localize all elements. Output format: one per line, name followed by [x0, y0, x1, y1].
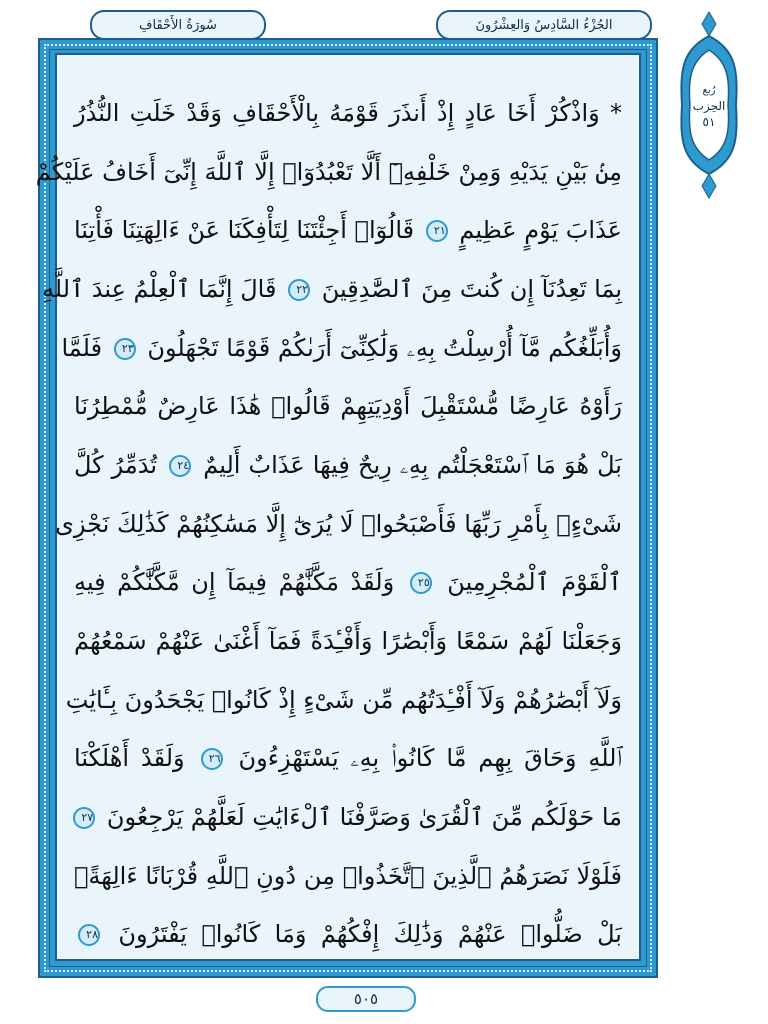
verse-text: ٱللَّهِ وَحَاقَ بِهِم مَّا كَانُوا۟ بِهِۦ يَسْتَهْزِءُونَ: [238, 744, 622, 773]
verse-text: * وَاذْكُرْ أَخَا عَادٍ إِذْ أَنذَرَ قَوْمَهُ بِالْأَحْقَافِ وَقَدْ خَلَتِ النُّذُرُ: [74, 99, 622, 127]
header-surah-title: [90, 10, 266, 40]
quran-text: [35, 78, 622, 958]
hizb-marker-text: [676, 84, 742, 130]
ayah-number-marker: ٢٤: [169, 455, 191, 477]
verse-text: مَا حَوْلَكُم مِّنَ ٱلْقُرَىٰ وَصَرَّفْنَا ٱلْءَايَٰتِ لَعَلَّهُمْ يَرْجِعُونَ: [106, 803, 622, 831]
ayah-number-marker: ٢٧: [73, 807, 95, 829]
verse-text: تُدَمِّرُ كُلَّ: [74, 451, 158, 479]
hizb-number: ٥١: [702, 115, 716, 129]
verse-text: وَأُبَلِّغُكُم مَّآ أُرْسِلْتُ بِهِۦ وَلَٰكِنِّىٓ أَرَىٰكُمْ قَوْمًا تَجْهَلُونَ: [147, 333, 622, 362]
ayah-number-marker: ٢٣: [114, 338, 136, 360]
verse-text: وَلَقَدْ مَكَّنَّٰهُمْ فِيمَآ إِن مَّكَّنَّٰكُمْ فِيهِ: [74, 568, 395, 597]
page-number: [316, 986, 416, 1012]
verse-text: وَجَعَلْنَا لَهُمْ سَمْعًا وَأَبْصَٰرًا وَأَفْـِٔدَةً فَمَآ أَغْنَىٰ عَنْهُمْ سَمْعُهُمْ: [74, 627, 622, 655]
verse-text: قَالَ إِنَّمَا ٱلْعِلْمُ عِندَ ٱللَّهِ: [41, 275, 277, 303]
surah-title: سُورَةُ الأَحْقَافِ: [139, 17, 217, 33]
verse-line: [74, 899, 622, 969]
verse-text: وَلَآ أَبْصَٰرُهُمْ وَلَآ أَفْـِٔدَتُهُم مِّن شَىْءٍ إِذْ كَانُوا۟ يَجْحَدُونَ بِـَٔايَٰتِ: [65, 685, 622, 714]
ayah-number-marker: ٢١: [426, 220, 448, 242]
ayah-number-marker: ٢٢: [288, 279, 310, 301]
page-number-text: ٥٠٥: [353, 990, 379, 1008]
verse-text: قَالُوٓا۟ أَجِئْتَنَا لِتَأْفِكَنَا عَنْ ءَالِهَتِنَا فَأْتِنَا: [73, 216, 415, 245]
verse-text: ٱلْقَوْمَ ٱلْمُجْرِمِينَ: [447, 568, 622, 597]
verse-text: بَلْ ضَلُّوا۟ عَنْهُمْ وَذَٰلِكَ إِفْكُهُمْ وَمَا كَانُوا۟ يَفْتَرُونَ: [118, 920, 622, 949]
verse-text: وَلَقَدْ أَهْلَكْنَا: [74, 744, 185, 773]
ayah-number-marker: ٢٦: [201, 748, 223, 770]
verse-text: بِمَا تَعِدُنَآ إِن كُنتَ مِنَ ٱلصَّٰدِقِينَ: [321, 275, 622, 303]
header-juz-title: [436, 10, 652, 40]
hizb-quarter-label: رُبع: [702, 85, 716, 96]
verse-text: فَلَمَّا: [61, 333, 103, 362]
hizb-label: الحِزب: [692, 99, 726, 113]
verse-text: عَذَابَ يَوْمٍ عَظِيمٍ: [459, 216, 622, 245]
ayah-number-marker: ٢٨: [78, 924, 100, 946]
verse-text: رَأَوْهُ عَارِضًا مُّسْتَقْبِلَ أَوْدِيَتِهِمْ قَالُوا۟ هَٰذَا عَارِضٌ مُّمْطِرُنَا: [74, 392, 622, 421]
verse-text: مِنۢ بَيْنِ يَدَيْهِ وَمِنْ خَلْفِهِۦٓ أَلَّا تَعْبُدُوٓا۟ إِلَّا ٱللَّهَ إِنِّىٓ أَخَافُ عَلَيْكُمْ: [35, 157, 622, 186]
verse-text: شَىْءٍۭ بِأَمْرِ رَبِّهَا فَأَصْبَحُوا۟ لَا يُرَىٰٓ إِلَّا مَسَٰكِنُهُمْ كَذَٰلِكَ نَجْزِى: [55, 509, 622, 538]
verse-text: بَلْ هُوَ مَا ٱسْتَعْجَلْتُم بِهِۦ رِيحٌ فِيهَا عَذَابٌ أَلِيمٌ: [203, 451, 622, 479]
juz-title: الجُزْءُ السَّادِسُ وَالعِشْرُونَ: [475, 17, 613, 33]
ayah-number-marker: ٢٥: [410, 572, 432, 594]
verse-text: فَلَوْلَا نَصَرَهُمُ ٱلَّذِينَ ٱتَّخَذُوا۟ مِن دُونِ ٱللَّهِ قُرْبَانًا ءَالِهَةًۢ: [74, 861, 622, 890]
